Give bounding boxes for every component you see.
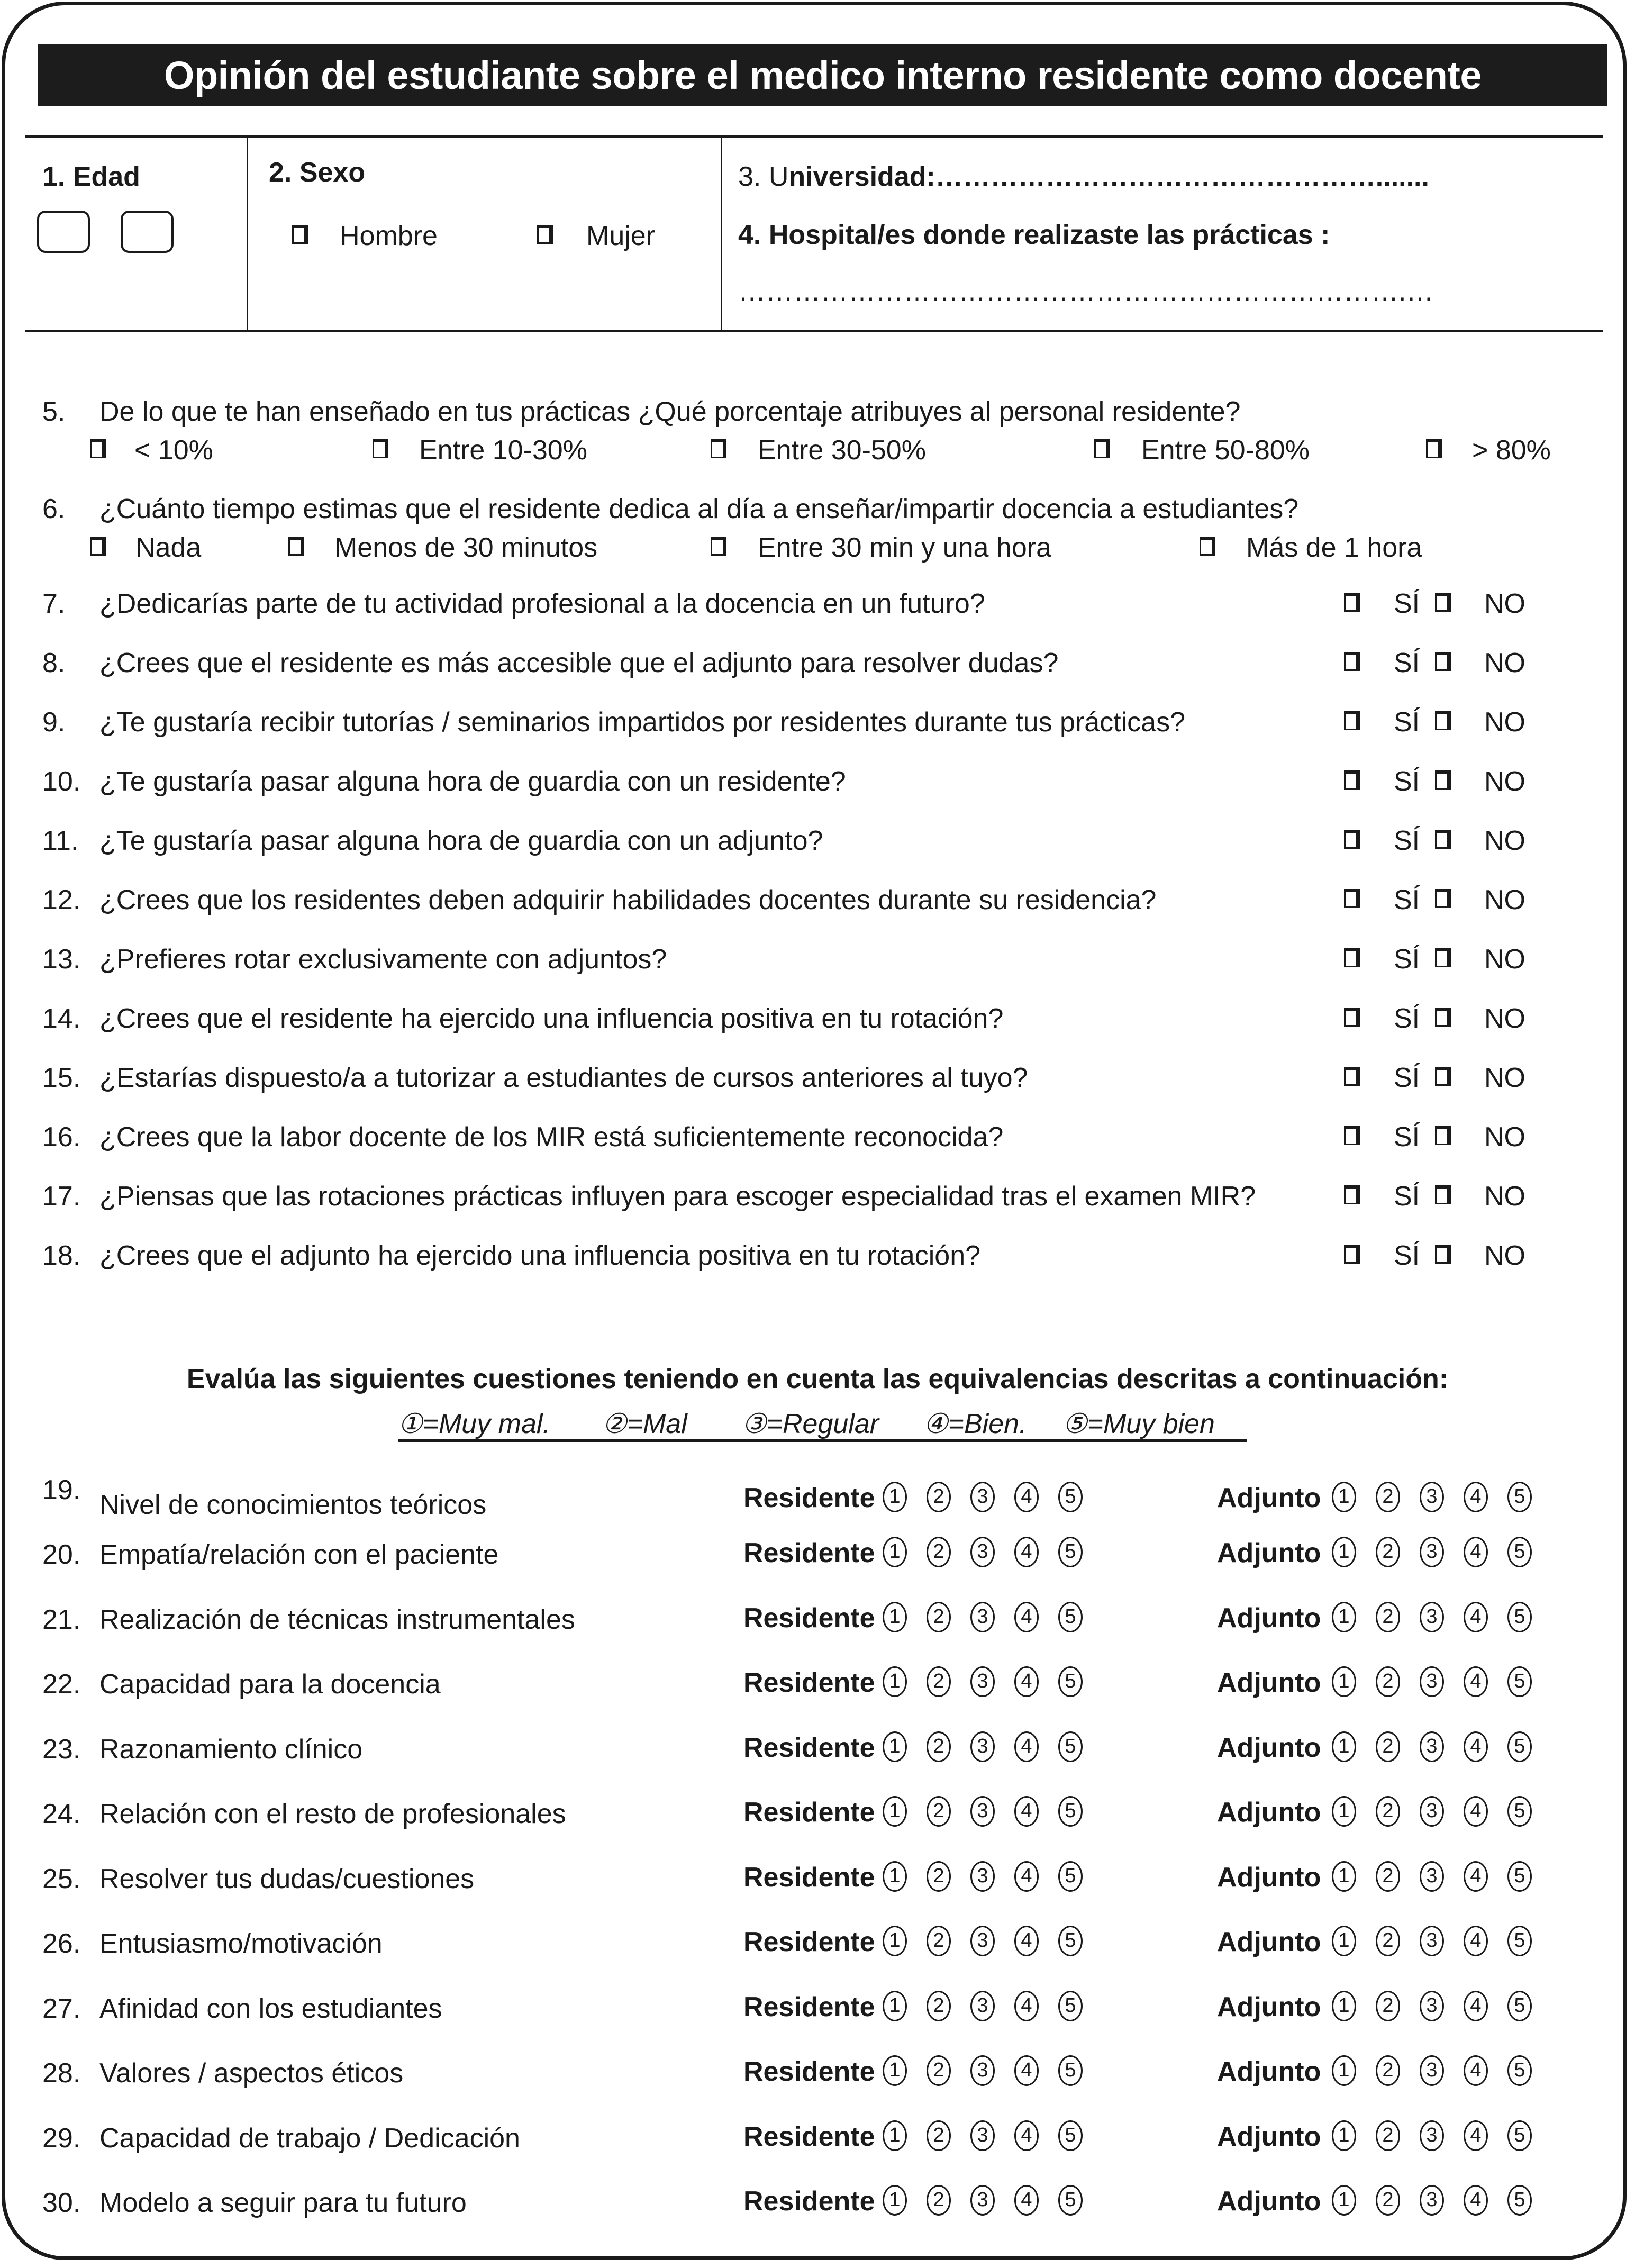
attending-label: Adjunto bbox=[1217, 1992, 1321, 2022]
question-text: ¿Crees que el residente es más accesible que el adjunto para resolver dudas? bbox=[99, 648, 1059, 678]
resident-rating-4-option[interactable]: 4 bbox=[1014, 1666, 1039, 1697]
yes-checkbox[interactable] bbox=[1344, 830, 1360, 849]
resident-rating-4-option[interactable]: 4 bbox=[1014, 1861, 1039, 1892]
q6-option-2-checkbox[interactable] bbox=[288, 537, 304, 556]
sexo-mujer-checkbox[interactable] bbox=[537, 225, 553, 244]
rating-question-text: Capacidad de trabajo / Dedicación bbox=[99, 2123, 520, 2154]
resident-rating-5-option[interactable]: 5 bbox=[1058, 1861, 1083, 1892]
resident-rating-3-option[interactable]: 3 bbox=[970, 1991, 995, 2021]
attending-label: Adjunto bbox=[1217, 1862, 1321, 1893]
rating-question-number: 21. bbox=[42, 1604, 81, 1635]
attending-rating-3-option[interactable]: 3 bbox=[1420, 1926, 1444, 1956]
universidad-label: niversidad: bbox=[788, 161, 935, 192]
question-number: 17. bbox=[42, 1181, 81, 1212]
attending-label: Adjunto bbox=[1217, 1538, 1321, 1568]
attending-rating-2-option[interactable]: 2 bbox=[1376, 1926, 1400, 1956]
resident-rating-1-option[interactable]: 1 bbox=[883, 1731, 907, 1762]
yes-checkbox[interactable] bbox=[1344, 770, 1360, 790]
rating-question-number: 25. bbox=[42, 1864, 81, 1894]
resident-rating-1-option[interactable]: 1 bbox=[883, 1537, 907, 1567]
attending-rating-4-option[interactable]: 4 bbox=[1464, 1796, 1488, 1827]
resident-label: Residente bbox=[743, 1797, 875, 1828]
no-checkbox[interactable] bbox=[1435, 711, 1451, 730]
divider-col-1 bbox=[247, 137, 248, 331]
attending-rating-5-option[interactable]: 5 bbox=[1507, 1602, 1532, 1632]
resident-rating-4-option[interactable]: 4 bbox=[1014, 1482, 1039, 1512]
resident-rating-5-option[interactable]: 5 bbox=[1058, 1666, 1083, 1697]
resident-label: Residente bbox=[743, 1862, 875, 1893]
resident-rating-2-option[interactable]: 2 bbox=[926, 2055, 951, 2086]
resident-rating-2-option[interactable]: 2 bbox=[926, 1602, 951, 1632]
resident-rating-2-option[interactable]: 2 bbox=[926, 1796, 951, 1827]
rating-question-number: 29. bbox=[42, 2123, 81, 2154]
rating-question-text: Modelo a seguir para tu futuro bbox=[99, 2188, 467, 2218]
attending-label: Adjunto bbox=[1217, 1732, 1321, 1763]
rating-question-number: 23. bbox=[42, 1734, 81, 1765]
attending-rating-3-option[interactable]: 3 bbox=[1420, 1861, 1444, 1892]
q5-option-3-checkbox[interactable] bbox=[711, 439, 726, 458]
rating-question-text: Razonamiento clínico bbox=[99, 1734, 363, 1765]
yes-label: SÍ bbox=[1394, 648, 1420, 678]
q6-option-1-checkbox[interactable] bbox=[90, 537, 106, 556]
rating-legend-underline bbox=[398, 1439, 1247, 1442]
hospital-input-dots[interactable]: ……………………………………………………………….… bbox=[738, 276, 1434, 307]
q5-option-5-label: > 80% bbox=[1472, 435, 1551, 466]
divider-top bbox=[25, 135, 1603, 138]
attending-rating-5-option[interactable]: 5 bbox=[1507, 2120, 1532, 2151]
yes-label: SÍ bbox=[1394, 885, 1420, 915]
yes-label: SÍ bbox=[1394, 1063, 1420, 1093]
q6-option-3-checkbox[interactable] bbox=[711, 537, 726, 556]
no-checkbox[interactable] bbox=[1435, 830, 1451, 849]
attending-rating-5-option[interactable]: 5 bbox=[1507, 1731, 1532, 1762]
resident-label: Residente bbox=[743, 1538, 875, 1568]
yes-label: SÍ bbox=[1394, 825, 1420, 856]
question-number: 12. bbox=[42, 885, 81, 915]
rating-question-number: 22. bbox=[42, 1669, 81, 1700]
question-number: 10. bbox=[42, 766, 81, 797]
q6-text: ¿Cuánto tiempo estimas que el residente dedica al día a enseñar/impartir docencia a estudiantes? bbox=[99, 494, 1299, 524]
attending-rating-3-option[interactable]: 3 bbox=[1420, 1731, 1444, 1762]
resident-rating-3-option[interactable]: 3 bbox=[970, 1482, 995, 1512]
resident-rating-3-option[interactable]: 3 bbox=[970, 2055, 995, 2086]
resident-rating-4-option[interactable]: 4 bbox=[1014, 1991, 1039, 2021]
yes-label: SÍ bbox=[1394, 588, 1420, 619]
attending-label: Adjunto bbox=[1217, 1667, 1321, 1698]
resident-rating-1-option[interactable]: 1 bbox=[883, 2055, 907, 2086]
attending-rating-5-option[interactable]: 5 bbox=[1507, 1861, 1532, 1892]
q5-option-1-checkbox[interactable] bbox=[90, 439, 106, 458]
rating-question-text: Valores / aspectos éticos bbox=[99, 2058, 404, 2089]
q6-option-4-label: Más de 1 hora bbox=[1246, 532, 1422, 563]
no-checkbox[interactable] bbox=[1435, 1185, 1451, 1204]
form-title: Opinión del estudiante sobre el medico interno residente como docente bbox=[164, 53, 1482, 97]
edad-label: 1. Edad bbox=[42, 161, 140, 192]
universidad-field[interactable] bbox=[738, 163, 1429, 190]
sexo-label: 2. Sexo bbox=[269, 157, 366, 188]
attending-rating-1-option[interactable]: 1 bbox=[1332, 1482, 1356, 1512]
no-label: NO bbox=[1484, 1063, 1525, 1093]
rating-question-number: 27. bbox=[42, 1993, 81, 2024]
attending-label: Adjunto bbox=[1217, 1483, 1321, 1513]
resident-label: Residente bbox=[743, 2056, 875, 2087]
yes-label: SÍ bbox=[1394, 1181, 1420, 1212]
attending-rating-1-option[interactable]: 1 bbox=[1332, 1666, 1356, 1697]
yes-checkbox[interactable] bbox=[1344, 593, 1360, 612]
no-label: NO bbox=[1484, 1122, 1525, 1153]
sexo-hombre-checkbox[interactable] bbox=[292, 225, 308, 244]
q5-text: De lo que te han enseñado en tus prácticas ¿Qué porcentaje atribuyes al personal residente? bbox=[99, 396, 1241, 427]
hospital-label: 4. Hospital/es donde realizaste las prácticas : bbox=[738, 220, 1330, 250]
sexo-mujer-label: Mujer bbox=[586, 221, 656, 251]
resident-rating-2-option[interactable]: 2 bbox=[926, 2120, 951, 2151]
resident-rating-3-option[interactable]: 3 bbox=[970, 1731, 995, 1762]
resident-rating-3-option[interactable]: 3 bbox=[970, 2185, 995, 2216]
yes-checkbox[interactable] bbox=[1344, 1245, 1360, 1264]
no-label: NO bbox=[1484, 707, 1525, 738]
resident-rating-1-option[interactable]: 1 bbox=[883, 1482, 907, 1512]
question-text: ¿Crees que el adjunto ha ejercido una influencia positiva en tu rotación? bbox=[99, 1240, 981, 1271]
attending-rating-5-option[interactable]: 5 bbox=[1507, 2055, 1532, 2086]
attending-rating-2-option[interactable]: 2 bbox=[1376, 2055, 1400, 2086]
edad-digit-1-input[interactable] bbox=[37, 211, 90, 253]
no-label: NO bbox=[1484, 766, 1525, 797]
attending-rating-1-option[interactable]: 1 bbox=[1332, 1537, 1356, 1567]
resident-rating-5-option[interactable]: 5 bbox=[1058, 1482, 1083, 1512]
yes-label: SÍ bbox=[1394, 707, 1420, 738]
attending-rating-1-option[interactable]: 1 bbox=[1332, 1796, 1356, 1827]
resident-rating-1-option[interactable]: 1 bbox=[883, 1666, 907, 1697]
attending-rating-2-option[interactable]: 2 bbox=[1376, 1796, 1400, 1827]
resident-rating-2-option[interactable]: 2 bbox=[926, 2185, 951, 2216]
rating-question-text: Relación con el resto de profesionales bbox=[99, 1799, 566, 1829]
attending-rating-3-option[interactable]: 3 bbox=[1420, 1537, 1444, 1567]
question-text: ¿Prefieres rotar exclusivamente con adjuntos? bbox=[99, 944, 667, 975]
no-checkbox[interactable] bbox=[1435, 1008, 1451, 1027]
question-number: 7. bbox=[42, 588, 66, 619]
attending-rating-3-option[interactable]: 3 bbox=[1420, 1796, 1444, 1827]
yes-checkbox[interactable] bbox=[1344, 1185, 1360, 1204]
attending-rating-2-option[interactable]: 2 bbox=[1376, 2185, 1400, 2216]
q6-option-4-checkbox[interactable] bbox=[1200, 537, 1215, 556]
question-number: 16. bbox=[42, 1122, 81, 1153]
resident-rating-3-option[interactable]: 3 bbox=[970, 1796, 995, 1827]
q5-option-4-label: Entre 50-80% bbox=[1141, 435, 1310, 466]
resident-label: Residente bbox=[743, 2186, 875, 2217]
attending-rating-3-option[interactable]: 3 bbox=[1420, 1602, 1444, 1632]
rating-question-text: Realización de técnicas instrumentales bbox=[99, 1604, 575, 1635]
q5-option-3-label: Entre 30-50% bbox=[758, 435, 926, 466]
yes-checkbox[interactable] bbox=[1344, 1008, 1360, 1027]
attending-rating-4-option[interactable]: 4 bbox=[1464, 2055, 1488, 2086]
resident-rating-2-option[interactable]: 2 bbox=[926, 1482, 951, 1512]
attending-label: Adjunto bbox=[1217, 1797, 1321, 1828]
attending-rating-5-option[interactable]: 5 bbox=[1507, 1537, 1532, 1567]
yes-checkbox[interactable] bbox=[1344, 889, 1360, 908]
yes-label: SÍ bbox=[1394, 1003, 1420, 1034]
question-number: 13. bbox=[42, 944, 81, 975]
attending-rating-4-option[interactable]: 4 bbox=[1464, 1991, 1488, 2021]
attending-rating-4-option[interactable]: 4 bbox=[1464, 1861, 1488, 1892]
attending-rating-1-option[interactable]: 1 bbox=[1332, 1602, 1356, 1632]
attending-rating-2-option[interactable]: 2 bbox=[1376, 1991, 1400, 2021]
q5-option-2-label: Entre 10-30% bbox=[419, 435, 587, 466]
attending-rating-3-option[interactable]: 3 bbox=[1420, 2185, 1444, 2216]
resident-rating-5-option[interactable]: 5 bbox=[1058, 1537, 1083, 1567]
attending-rating-1-option[interactable]: 1 bbox=[1332, 2120, 1356, 2151]
question-number: 14. bbox=[42, 1003, 81, 1034]
no-label: NO bbox=[1484, 944, 1525, 975]
question-text: ¿Te gustaría recibir tutorías / seminarios impartidos por residentes durante tus prácticas? bbox=[99, 707, 1186, 738]
attending-rating-4-option[interactable]: 4 bbox=[1464, 1537, 1488, 1567]
resident-rating-1-option[interactable]: 1 bbox=[883, 2120, 907, 2151]
universidad-prefix: 3. U bbox=[738, 161, 789, 192]
rating-question-number: 24. bbox=[42, 1799, 81, 1829]
no-label: NO bbox=[1484, 825, 1525, 856]
question-number: 8. bbox=[42, 648, 66, 678]
q5-number: 5. bbox=[42, 396, 66, 427]
resident-rating-5-option[interactable]: 5 bbox=[1058, 1731, 1083, 1762]
no-label: NO bbox=[1484, 648, 1525, 678]
yes-label: SÍ bbox=[1394, 766, 1420, 797]
yes-checkbox[interactable] bbox=[1344, 652, 1360, 671]
resident-rating-5-option[interactable]: 5 bbox=[1058, 2185, 1083, 2216]
attending-rating-4-option[interactable]: 4 bbox=[1464, 1602, 1488, 1632]
resident-rating-4-option[interactable]: 4 bbox=[1014, 2120, 1039, 2151]
resident-rating-2-option[interactable]: 2 bbox=[926, 1666, 951, 1697]
rating-question-text: Empatía/relación con el paciente bbox=[99, 1539, 499, 1570]
title-bar bbox=[38, 44, 1607, 106]
resident-rating-4-option[interactable]: 4 bbox=[1014, 2055, 1039, 2086]
resident-label: Residente bbox=[743, 1927, 875, 1957]
yes-checkbox[interactable] bbox=[1344, 1126, 1360, 1145]
resident-rating-5-option[interactable]: 5 bbox=[1058, 2120, 1083, 2151]
rating-legend-2: ②=Mal bbox=[602, 1409, 687, 1439]
resident-rating-3-option[interactable]: 3 bbox=[970, 2120, 995, 2151]
question-text: ¿Piensas que las rotaciones prácticas influyen para escoger especialidad tras el examen MIR? bbox=[99, 1181, 1256, 1212]
yes-label: SÍ bbox=[1394, 1240, 1420, 1271]
question-text: ¿Crees que el residente ha ejercido una influencia positiva en tu rotación? bbox=[99, 1003, 1004, 1034]
sexo-hombre-label: Hombre bbox=[340, 221, 438, 251]
attending-rating-4-option[interactable]: 4 bbox=[1464, 1666, 1488, 1697]
resident-rating-3-option[interactable]: 3 bbox=[970, 1602, 995, 1632]
rating-instructions: Evalúa las siguientes cuestiones teniendo en cuenta las equivalencias descritas a continuación: bbox=[186, 1364, 1449, 1394]
divider-bottom bbox=[25, 330, 1603, 332]
question-number: 11. bbox=[42, 825, 79, 856]
attending-rating-5-option[interactable]: 5 bbox=[1507, 1991, 1532, 2021]
resident-rating-3-option[interactable]: 3 bbox=[970, 1861, 995, 1892]
resident-rating-1-option[interactable]: 1 bbox=[883, 2185, 907, 2216]
resident-rating-4-option[interactable]: 4 bbox=[1014, 2185, 1039, 2216]
attending-label: Adjunto bbox=[1217, 2056, 1321, 2087]
attending-rating-2-option[interactable]: 2 bbox=[1376, 1602, 1400, 1632]
attending-rating-5-option[interactable]: 5 bbox=[1507, 1796, 1532, 1827]
attending-rating-4-option[interactable]: 4 bbox=[1464, 2185, 1488, 2216]
attending-rating-3-option[interactable]: 3 bbox=[1420, 1991, 1444, 2021]
attending-rating-5-option[interactable]: 5 bbox=[1507, 1926, 1532, 1956]
divider-col-2 bbox=[721, 137, 722, 331]
question-text: ¿Estarías dispuesto/a a tutorizar a estudiantes de cursos anteriores al tuyo? bbox=[99, 1063, 1028, 1093]
no-label: NO bbox=[1484, 1003, 1525, 1034]
attending-rating-4-option[interactable]: 4 bbox=[1464, 2120, 1488, 2151]
resident-rating-1-option[interactable]: 1 bbox=[883, 1991, 907, 2021]
yes-checkbox[interactable] bbox=[1344, 1067, 1360, 1086]
resident-rating-5-option[interactable]: 5 bbox=[1058, 1602, 1083, 1632]
attending-label: Adjunto bbox=[1217, 2186, 1321, 2217]
no-checkbox[interactable] bbox=[1435, 1067, 1451, 1086]
q6-number: 6. bbox=[42, 494, 66, 524]
attending-rating-5-option[interactable]: 5 bbox=[1507, 1482, 1532, 1512]
rating-question-number: 28. bbox=[42, 2058, 81, 2089]
yes-label: SÍ bbox=[1394, 1122, 1420, 1153]
attending-rating-3-option[interactable]: 3 bbox=[1420, 2055, 1444, 2086]
resident-rating-4-option[interactable]: 4 bbox=[1014, 1731, 1039, 1762]
resident-rating-3-option[interactable]: 3 bbox=[970, 1926, 995, 1956]
question-number: 18. bbox=[42, 1240, 81, 1271]
no-label: NO bbox=[1484, 885, 1525, 915]
resident-rating-1-option[interactable]: 1 bbox=[883, 1602, 907, 1632]
attending-rating-1-option[interactable]: 1 bbox=[1332, 2185, 1356, 2216]
attending-rating-2-option[interactable]: 2 bbox=[1376, 1861, 1400, 1892]
attending-rating-5-option[interactable]: 5 bbox=[1507, 2185, 1532, 2216]
resident-rating-2-option[interactable]: 2 bbox=[926, 1926, 951, 1956]
attending-rating-1-option[interactable]: 1 bbox=[1332, 1861, 1356, 1892]
no-checkbox[interactable] bbox=[1435, 593, 1451, 612]
question-text: ¿Dedicarías parte de tu actividad profesional a la docencia en un futuro? bbox=[99, 588, 985, 619]
rating-legend-5: ⑤=Muy bien bbox=[1062, 1409, 1215, 1439]
resident-label: Residente bbox=[743, 1603, 875, 1634]
attending-rating-4-option[interactable]: 4 bbox=[1464, 1731, 1488, 1762]
resident-rating-3-option[interactable]: 3 bbox=[970, 1537, 995, 1567]
q6-option-1-label: Nada bbox=[135, 532, 202, 563]
no-checkbox[interactable] bbox=[1435, 770, 1451, 790]
rating-question-number: 26. bbox=[42, 1928, 81, 1959]
question-number: 9. bbox=[42, 707, 66, 738]
attending-rating-3-option[interactable]: 3 bbox=[1420, 1482, 1444, 1512]
attending-label: Adjunto bbox=[1217, 1603, 1321, 1634]
attending-rating-3-option[interactable]: 3 bbox=[1420, 2120, 1444, 2151]
resident-rating-4-option[interactable]: 4 bbox=[1014, 1796, 1039, 1827]
resident-rating-5-option[interactable]: 5 bbox=[1058, 2055, 1083, 2086]
resident-rating-4-option[interactable]: 4 bbox=[1014, 1926, 1039, 1956]
question-text: ¿Te gustaría pasar alguna hora de guardia con un residente? bbox=[99, 766, 846, 797]
yes-checkbox[interactable] bbox=[1344, 711, 1360, 730]
attending-rating-2-option[interactable]: 2 bbox=[1376, 2120, 1400, 2151]
universidad-dots: …………………………………………....... bbox=[935, 161, 1429, 192]
no-label: NO bbox=[1484, 1181, 1525, 1212]
resident-label: Residente bbox=[743, 1667, 875, 1698]
no-checkbox[interactable] bbox=[1435, 1126, 1451, 1145]
rating-question-text: Resolver tus dudas/cuestiones bbox=[99, 1864, 475, 1894]
no-label: NO bbox=[1484, 588, 1525, 619]
rating-question-text: Afinidad con los estudiantes bbox=[99, 1993, 442, 2024]
rating-legend-4: ④=Bien. bbox=[923, 1409, 1027, 1439]
resident-rating-1-option[interactable]: 1 bbox=[883, 1796, 907, 1827]
attending-rating-1-option[interactable]: 1 bbox=[1332, 1926, 1356, 1956]
resident-rating-2-option[interactable]: 2 bbox=[926, 1731, 951, 1762]
q5-option-5-checkbox[interactable] bbox=[1426, 439, 1442, 458]
resident-rating-5-option[interactable]: 5 bbox=[1058, 1926, 1083, 1956]
resident-rating-5-option[interactable]: 5 bbox=[1058, 1796, 1083, 1827]
resident-label: Residente bbox=[743, 1732, 875, 1763]
q5-option-2-checkbox[interactable] bbox=[373, 439, 388, 458]
attending-rating-2-option[interactable]: 2 bbox=[1376, 1537, 1400, 1567]
rating-legend-3: ③=Regular bbox=[742, 1409, 879, 1439]
resident-label: Residente bbox=[743, 1483, 875, 1513]
rating-question-text: Entusiasmo/motivación bbox=[99, 1928, 383, 1959]
question-text: ¿Te gustaría pasar alguna hora de guardia con un adjunto? bbox=[99, 825, 823, 856]
attending-rating-1-option[interactable]: 1 bbox=[1332, 2055, 1356, 2086]
rating-question-number: 30. bbox=[42, 2188, 81, 2218]
rating-question-number: 20. bbox=[42, 1539, 81, 1570]
resident-rating-1-option[interactable]: 1 bbox=[883, 1926, 907, 1956]
rating-legend-1: ①=Muy mal. bbox=[398, 1409, 550, 1439]
rating-question-text: Nivel de conocimientos teóricos bbox=[99, 1490, 487, 1520]
yes-checkbox[interactable] bbox=[1344, 948, 1360, 967]
q6-option-2-label: Menos de 30 minutos bbox=[334, 532, 598, 563]
attending-label: Adjunto bbox=[1217, 2121, 1321, 2152]
rating-question-number: 19. bbox=[42, 1475, 81, 1505]
attending-rating-4-option[interactable]: 4 bbox=[1464, 1926, 1488, 1956]
attending-rating-4-option[interactable]: 4 bbox=[1464, 1482, 1488, 1512]
attending-label: Adjunto bbox=[1217, 1927, 1321, 1957]
attending-rating-1-option[interactable]: 1 bbox=[1332, 1731, 1356, 1762]
resident-label: Residente bbox=[743, 2121, 875, 2152]
resident-rating-4-option[interactable]: 4 bbox=[1014, 1537, 1039, 1567]
resident-rating-3-option[interactable]: 3 bbox=[970, 1666, 995, 1697]
q5-option-4-checkbox[interactable] bbox=[1094, 439, 1110, 458]
attending-rating-5-option[interactable]: 5 bbox=[1507, 1666, 1532, 1697]
no-checkbox[interactable] bbox=[1435, 1245, 1451, 1264]
q6-option-3-label: Entre 30 min y una hora bbox=[758, 532, 1051, 563]
question-text: ¿Crees que los residentes deben adquirir habilidades docentes durante su residencia? bbox=[99, 885, 1157, 915]
resident-rating-2-option[interactable]: 2 bbox=[926, 1861, 951, 1892]
attending-rating-2-option[interactable]: 2 bbox=[1376, 1666, 1400, 1697]
resident-label: Residente bbox=[743, 1992, 875, 2022]
resident-rating-2-option[interactable]: 2 bbox=[926, 1991, 951, 2021]
edad-digit-2-input[interactable] bbox=[121, 211, 174, 253]
attending-rating-2-option[interactable]: 2 bbox=[1376, 1482, 1400, 1512]
resident-rating-5-option[interactable]: 5 bbox=[1058, 1991, 1083, 2021]
q5-option-1-label: < 10% bbox=[134, 435, 213, 466]
no-checkbox[interactable] bbox=[1435, 948, 1451, 967]
question-text: ¿Crees que la labor docente de los MIR está suficientemente reconocida? bbox=[99, 1122, 1004, 1153]
no-label: NO bbox=[1484, 1240, 1525, 1271]
resident-rating-4-option[interactable]: 4 bbox=[1014, 1602, 1039, 1632]
attending-rating-1-option[interactable]: 1 bbox=[1332, 1991, 1356, 2021]
resident-rating-2-option[interactable]: 2 bbox=[926, 1537, 951, 1567]
question-number: 15. bbox=[42, 1063, 81, 1093]
attending-rating-2-option[interactable]: 2 bbox=[1376, 1731, 1400, 1762]
no-checkbox[interactable] bbox=[1435, 652, 1451, 671]
yes-label: SÍ bbox=[1394, 944, 1420, 975]
rating-question-text: Capacidad para la docencia bbox=[99, 1669, 441, 1700]
attending-rating-3-option[interactable]: 3 bbox=[1420, 1666, 1444, 1697]
no-checkbox[interactable] bbox=[1435, 889, 1451, 908]
resident-rating-1-option[interactable]: 1 bbox=[883, 1861, 907, 1892]
